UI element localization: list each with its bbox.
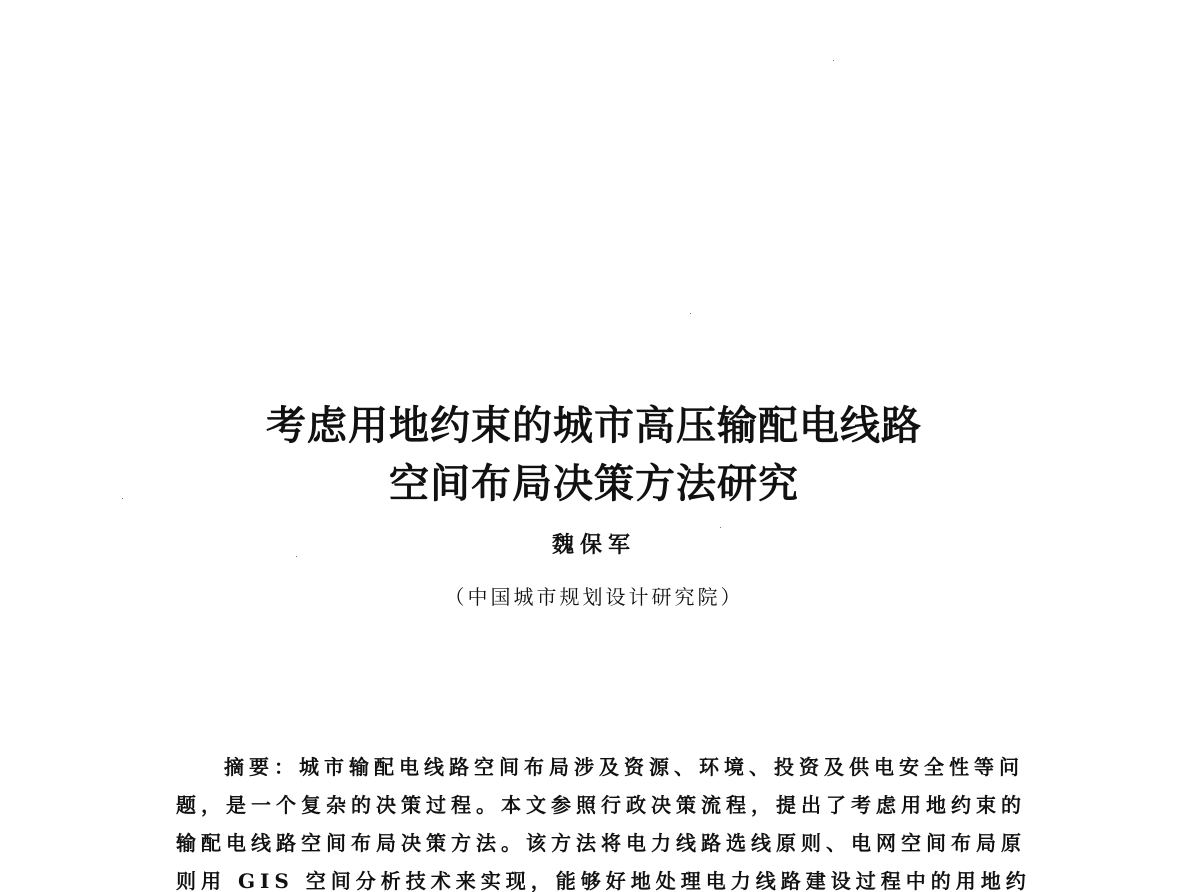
abstract-line: 题，是一个复杂的决策过程。本文参照行政决策流程，提出了考虑用地约束的 [176,793,1026,817]
paper-title-line-2: 空间布局决策方法研究 [389,460,799,507]
abstract-line: 则用 GIS 空间分析技术来实现，能够好地处理电力线路建设过程中的用地约 [176,869,1031,892]
scan-speck [690,313,691,314]
abstract [176,748,1031,892]
abstract-text: 城市输配电线路空间布局涉及资源、环境、投资及供电安全性等问 [299,755,1024,779]
scan-speck [833,60,834,61]
author-affiliation: （中国城市规划设计研究院） [444,585,744,609]
author-name: 魏保军 [551,532,636,558]
abstract-line [176,748,1024,786]
abstract-label: 摘要： [224,755,299,779]
abstract-line: 输配电线路空间布局决策方法。该方法将电力线路选线原则、电网空间布局原 [176,831,1026,855]
paper-title-line-1: 考虑用地约束的城市高压输配电线路 [266,402,922,449]
